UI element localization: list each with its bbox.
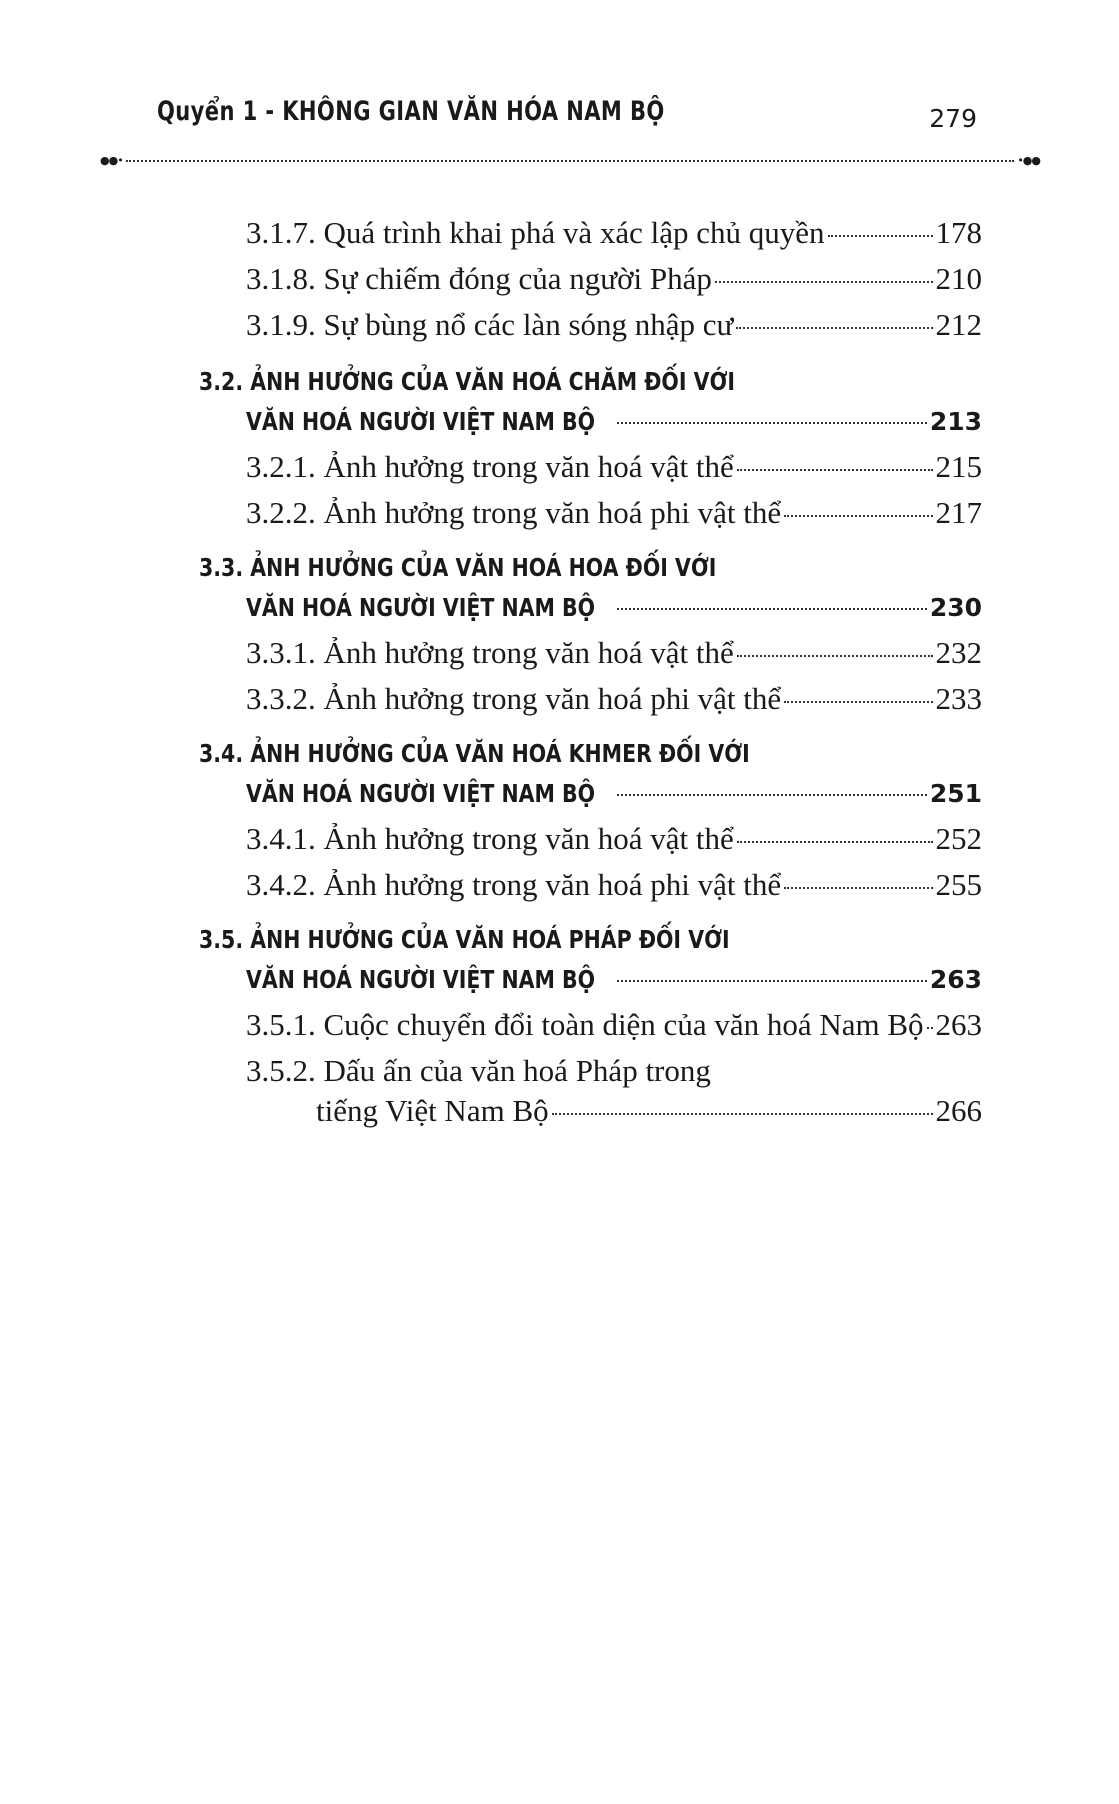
toc-section-page: 251	[929, 779, 982, 808]
dot-leader	[737, 655, 933, 657]
toc-section-3-3	[246, 593, 982, 622]
dot-leader	[736, 327, 932, 329]
toc-section-3-4	[246, 779, 982, 808]
divider-ornament-left: ●●•	[100, 154, 123, 167]
toc-entry-label: 3.5.1. Cuộc chuyển đổi toàn diện của văn hoá Nam Bộ	[246, 1007, 924, 1042]
toc-entry-page: 212	[935, 307, 982, 342]
toc-section-label: VĂN HOÁ NGƯỜI VIỆT NAM BỘ	[246, 407, 596, 436]
page-number: 279	[929, 104, 977, 133]
toc-entry-page: 266	[935, 1093, 982, 1128]
toc-entry-page: 215	[935, 449, 982, 484]
toc-entry-3-5-2	[316, 1093, 982, 1129]
dot-leader	[715, 281, 933, 283]
divider-dotted-line	[126, 160, 1014, 162]
dot-leader	[617, 794, 927, 796]
toc-entry-page: 210	[935, 261, 982, 296]
toc-entry-label: 3.3.2. Ảnh hưởng trong văn hoá phi vật thể	[246, 681, 782, 716]
toc-entry-page: 252	[935, 821, 982, 856]
dot-leader	[617, 422, 927, 424]
toc-entry-3-4-2	[246, 867, 982, 903]
toc-entry-3-2-1	[246, 449, 982, 485]
toc-entry-label: 3.1.8. Sự chiếm đóng của người Pháp	[246, 261, 712, 296]
dot-leader	[784, 887, 932, 889]
toc-section-label: VĂN HOÁ NGƯỜI VIỆT NAM BỘ	[246, 779, 596, 808]
toc-section-3-5	[246, 965, 982, 994]
toc-entry-3-5-2-line1: 3.5.2. Dấu ấn của văn hoá Pháp trong	[246, 1053, 711, 1088]
toc-entry-label: 3.1.7. Quá trình khai phá và xác lập chủ quyền	[246, 215, 825, 250]
toc-entry-3-1-9	[246, 307, 982, 343]
book-title: Quyển 1 - KHÔNG GIAN VĂN HÓA NAM BỘ	[157, 96, 665, 127]
toc-entry-page: 217	[935, 495, 982, 530]
dot-leader	[784, 701, 932, 703]
toc-section-label: VĂN HOÁ NGƯỜI VIỆT NAM BỘ	[246, 593, 596, 622]
toc-entry-3-1-8	[246, 261, 982, 297]
toc-entry-3-4-1	[246, 821, 982, 857]
toc-entry-3-5-1	[246, 1007, 982, 1043]
dot-leader	[552, 1113, 933, 1115]
dot-leader	[617, 980, 927, 982]
toc-entry-label: tiếng Việt Nam Bộ	[316, 1093, 549, 1128]
toc-section-page: 213	[929, 407, 982, 436]
toc-entry-page: 263	[935, 1007, 982, 1042]
toc-section-3-4-heading: 3.4. ẢNH HƯỞNG CỦA VĂN HOÁ KHMER ĐỐI VỚI	[199, 739, 750, 768]
divider-ornament-right: •●●	[1017, 154, 1040, 167]
toc-entry-page: 255	[935, 867, 982, 902]
toc-entry-label: 3.4.2. Ảnh hưởng trong văn hoá phi vật thể	[246, 867, 782, 902]
header-divider	[100, 156, 1040, 166]
dot-leader	[737, 469, 933, 471]
running-header	[157, 96, 977, 140]
toc-section-3-2-heading: 3.2. ẢNH HƯỞNG CỦA VĂN HOÁ CHĂM ĐỐI VỚI	[199, 367, 735, 396]
toc-entry-3-1-7	[246, 215, 982, 251]
toc-entry-label: 3.2.1. Ảnh hưởng trong văn hoá vật thể	[246, 449, 734, 484]
toc-entry-3-2-2	[246, 495, 982, 531]
toc-section-label: VĂN HOÁ NGƯỜI VIỆT NAM BỘ	[246, 965, 596, 994]
toc-entry-page: 233	[935, 681, 982, 716]
toc-entry-3-3-2	[246, 681, 982, 717]
toc-section-page: 230	[929, 593, 982, 622]
toc-section-3-3-heading: 3.3. ẢNH HƯỞNG CỦA VĂN HOÁ HOA ĐỐI VỚI	[199, 553, 717, 582]
toc-entry-3-3-1	[246, 635, 982, 671]
dot-leader	[784, 515, 932, 517]
dot-leader	[927, 1027, 933, 1029]
toc-entry-label: 3.2.2. Ảnh hưởng trong văn hoá phi vật thể	[246, 495, 782, 530]
toc-entry-page: 178	[935, 215, 982, 250]
toc-entry-page: 232	[935, 635, 982, 670]
toc-section-3-5-heading: 3.5. ẢNH HƯỞNG CỦA VĂN HOÁ PHÁP ĐỐI VỚI	[199, 925, 730, 954]
toc-entry-label: 3.1.9. Sự bùng nổ các làn sóng nhập cư	[246, 307, 734, 342]
toc-section-3-2	[246, 407, 982, 436]
dot-leader	[617, 608, 927, 610]
dot-leader	[737, 841, 933, 843]
dot-leader	[828, 235, 933, 237]
toc-section-page: 263	[929, 965, 982, 994]
toc-entry-label: 3.4.1. Ảnh hưởng trong văn hoá vật thể	[246, 821, 734, 856]
toc-entry-label: 3.3.1. Ảnh hưởng trong văn hoá vật thể	[246, 635, 734, 670]
